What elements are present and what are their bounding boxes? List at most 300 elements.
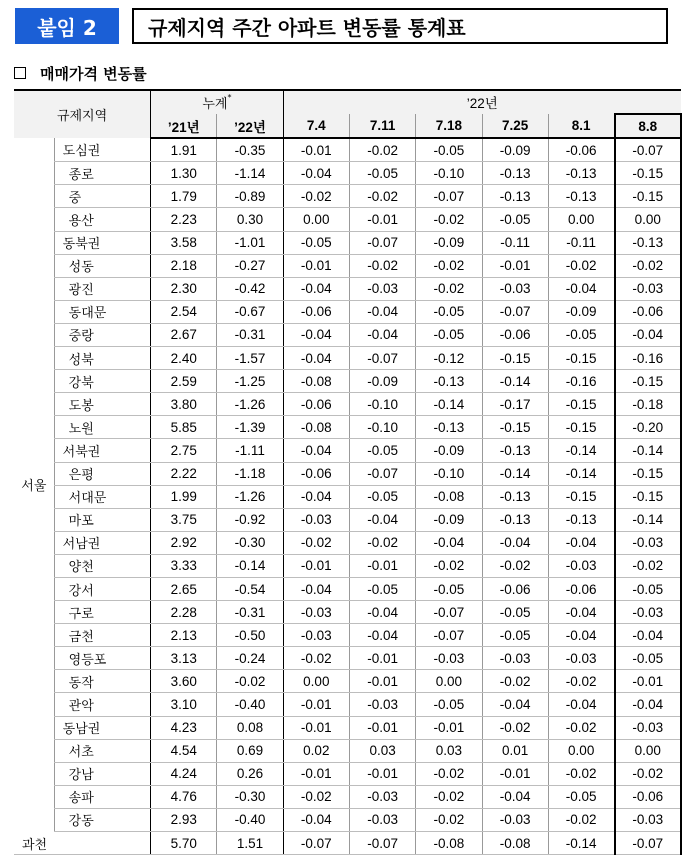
value-cell: -0.07 <box>349 347 415 370</box>
value-cell: -0.03 <box>548 554 614 577</box>
value-cell: -0.05 <box>349 162 415 185</box>
value-cell: -0.04 <box>283 277 349 300</box>
district-group-name: 서북권 <box>54 439 150 462</box>
value-cell: -0.03 <box>349 693 415 716</box>
year-column-header: ’22년 <box>283 90 681 114</box>
value-cell: -0.07 <box>416 185 482 208</box>
value-cell: -0.15 <box>548 393 614 416</box>
value-cell: -0.03 <box>615 601 681 624</box>
value-cell: -0.05 <box>416 693 482 716</box>
value-cell: -0.89 <box>217 185 283 208</box>
value-cell: -1.26 <box>217 485 283 508</box>
district-name: 구로 <box>54 601 150 624</box>
value-cell: -0.03 <box>283 601 349 624</box>
value-cell: -0.14 <box>615 508 681 531</box>
checkbox-icon <box>14 67 26 79</box>
value-cell: -0.06 <box>548 577 614 600</box>
value-cell: 2.30 <box>151 277 217 300</box>
value-cell: -0.02 <box>416 208 482 231</box>
value-cell: -0.01 <box>349 716 415 739</box>
table-row <box>14 554 681 577</box>
value-cell: 0.00 <box>416 670 482 693</box>
table-row <box>14 601 681 624</box>
value-cell: -0.01 <box>482 254 548 277</box>
value-cell: 4.23 <box>151 716 217 739</box>
table-row <box>14 808 681 831</box>
table-body <box>14 138 681 854</box>
value-cell: -0.06 <box>482 577 548 600</box>
value-cell: -0.01 <box>349 554 415 577</box>
value-cell: -0.06 <box>548 138 614 162</box>
value-cell: -0.02 <box>548 808 614 831</box>
value-cell: -0.15 <box>548 347 614 370</box>
value-cell: -0.01 <box>283 716 349 739</box>
district-name: 마포 <box>54 508 150 531</box>
value-cell: -0.05 <box>482 601 548 624</box>
value-cell: 0.02 <box>283 739 349 762</box>
value-cell: -0.40 <box>217 808 283 831</box>
value-cell: -0.14 <box>416 393 482 416</box>
value-cell: -0.04 <box>548 624 614 647</box>
value-cell: 0.00 <box>283 670 349 693</box>
value-cell: 0.30 <box>217 208 283 231</box>
district-name: 은평 <box>54 462 150 485</box>
table-row <box>14 785 681 808</box>
value-cell: 0.00 <box>548 739 614 762</box>
value-cell: -0.16 <box>548 370 614 393</box>
value-cell: -0.02 <box>615 762 681 785</box>
table-row <box>14 624 681 647</box>
value-cell: -1.25 <box>217 370 283 393</box>
value-cell: 3.33 <box>151 554 217 577</box>
value-cell: -1.26 <box>217 393 283 416</box>
value-cell: 3.10 <box>151 693 217 716</box>
value-cell: -0.02 <box>548 762 614 785</box>
value-cell: -0.03 <box>615 808 681 831</box>
value-cell: -0.11 <box>482 231 548 254</box>
value-cell: -0.03 <box>615 531 681 554</box>
table-row <box>14 832 681 855</box>
value-cell: -0.01 <box>283 693 349 716</box>
value-cell: -0.07 <box>349 231 415 254</box>
value-cell: -0.04 <box>349 624 415 647</box>
district-name: 동작 <box>54 670 150 693</box>
value-cell: -0.07 <box>349 462 415 485</box>
value-cell: -0.15 <box>482 347 548 370</box>
value-cell: -0.13 <box>548 162 614 185</box>
value-cell: -1.57 <box>217 347 283 370</box>
value-cell: -0.10 <box>349 416 415 439</box>
value-cell: 2.65 <box>151 577 217 600</box>
value-cell: 0.00 <box>548 208 614 231</box>
value-cell: -0.04 <box>615 323 681 346</box>
value-cell: 3.75 <box>151 508 217 531</box>
district-name: 양천 <box>54 554 150 577</box>
table-row <box>14 439 681 462</box>
page-title-text: 규제지역 주간 아파트 변동률 통계표 <box>148 15 466 40</box>
value-cell: -0.03 <box>548 647 614 670</box>
table-row <box>14 416 681 439</box>
value-cell: -0.04 <box>349 508 415 531</box>
value-cell: -0.04 <box>548 277 614 300</box>
table-row <box>14 670 681 693</box>
district-group-name: 동북권 <box>54 231 150 254</box>
value-cell: -0.09 <box>416 508 482 531</box>
table-row <box>14 277 681 300</box>
value-cell: -0.02 <box>416 277 482 300</box>
district-name: 중랑 <box>54 323 150 346</box>
district-name: 강남 <box>54 762 150 785</box>
value-cell: -0.31 <box>217 601 283 624</box>
value-cell: -0.50 <box>217 624 283 647</box>
value-cell: 2.40 <box>151 347 217 370</box>
value-cell: 5.70 <box>151 832 217 855</box>
value-cell: -0.35 <box>217 138 283 162</box>
value-cell: -0.04 <box>349 601 415 624</box>
value-cell: -0.04 <box>283 323 349 346</box>
value-cell: -0.14 <box>217 554 283 577</box>
value-cell: -0.13 <box>416 416 482 439</box>
value-cell: -0.02 <box>482 554 548 577</box>
column-header-current-week: 8.8 <box>615 114 681 138</box>
value-cell: 2.18 <box>151 254 217 277</box>
value-cell: -0.02 <box>349 531 415 554</box>
value-cell: 2.54 <box>151 300 217 323</box>
value-cell: -0.13 <box>548 185 614 208</box>
value-cell: 4.76 <box>151 785 217 808</box>
value-cell: -0.13 <box>482 162 548 185</box>
value-cell: -0.04 <box>615 624 681 647</box>
value-cell: -0.10 <box>349 393 415 416</box>
table-row <box>14 739 681 762</box>
value-cell: -0.01 <box>283 554 349 577</box>
value-cell: -0.06 <box>283 462 349 485</box>
district-name: 용산 <box>54 208 150 231</box>
value-cell: 2.93 <box>151 808 217 831</box>
district-name: 성북 <box>54 347 150 370</box>
value-cell: -0.02 <box>349 138 415 162</box>
value-cell: -0.15 <box>482 416 548 439</box>
district-name: 금천 <box>54 624 150 647</box>
cumulative-footnote-mark: * <box>227 93 232 103</box>
value-cell: -0.03 <box>349 785 415 808</box>
value-cell: -0.01 <box>349 647 415 670</box>
value-cell: 3.58 <box>151 231 217 254</box>
value-cell: -0.13 <box>615 231 681 254</box>
value-cell: -0.09 <box>416 231 482 254</box>
value-cell: -0.05 <box>349 577 415 600</box>
value-cell: -0.09 <box>482 138 548 162</box>
value-cell: -0.04 <box>283 577 349 600</box>
value-cell: -0.04 <box>482 693 548 716</box>
value-cell: -0.02 <box>349 254 415 277</box>
district-group-name: 과천 <box>14 832 151 855</box>
value-cell: -0.07 <box>416 624 482 647</box>
value-cell: -0.02 <box>615 554 681 577</box>
value-cell: -0.11 <box>548 231 614 254</box>
column-header: 7.4 <box>283 114 349 138</box>
value-cell: -0.05 <box>615 647 681 670</box>
cumulative-column-header <box>151 90 284 114</box>
value-cell: -0.13 <box>416 370 482 393</box>
value-cell: 0.03 <box>349 739 415 762</box>
column-header: ’22년 <box>217 114 283 138</box>
value-cell: -0.02 <box>416 762 482 785</box>
value-cell: -0.14 <box>482 462 548 485</box>
value-cell: -1.01 <box>217 231 283 254</box>
table-row <box>14 762 681 785</box>
value-cell: 2.75 <box>151 439 217 462</box>
value-cell: 1.51 <box>217 832 283 855</box>
value-cell: -0.30 <box>217 531 283 554</box>
value-cell: -0.01 <box>349 670 415 693</box>
value-cell: -0.04 <box>283 347 349 370</box>
table-row <box>14 393 681 416</box>
column-header: 7.11 <box>349 114 415 138</box>
value-cell: -0.17 <box>482 393 548 416</box>
value-cell: -0.02 <box>615 254 681 277</box>
value-cell: -0.13 <box>482 508 548 531</box>
value-cell: -0.15 <box>548 416 614 439</box>
value-cell: -0.08 <box>283 370 349 393</box>
value-cell: -0.04 <box>482 531 548 554</box>
district-name: 관악 <box>54 693 150 716</box>
value-cell: -0.03 <box>615 277 681 300</box>
value-cell: -0.03 <box>482 277 548 300</box>
value-cell: -0.02 <box>217 670 283 693</box>
value-cell: -0.03 <box>349 808 415 831</box>
table-row <box>14 323 681 346</box>
page-title <box>132 8 668 44</box>
stats-table <box>14 89 682 855</box>
table-row <box>14 508 681 531</box>
value-cell: 0.00 <box>615 739 681 762</box>
value-cell: -0.05 <box>349 485 415 508</box>
value-cell: -0.92 <box>217 508 283 531</box>
value-cell: -0.05 <box>482 208 548 231</box>
value-cell: -0.02 <box>283 531 349 554</box>
value-cell: 0.69 <box>217 739 283 762</box>
value-cell: -0.10 <box>416 162 482 185</box>
value-cell: -0.08 <box>416 832 482 855</box>
column-header: 7.18 <box>416 114 482 138</box>
value-cell: 3.60 <box>151 670 217 693</box>
table-row <box>14 693 681 716</box>
value-cell: -0.01 <box>349 762 415 785</box>
value-cell: -0.02 <box>548 716 614 739</box>
value-cell: -0.14 <box>548 462 614 485</box>
value-cell: -0.02 <box>283 785 349 808</box>
value-cell: -0.07 <box>615 832 681 855</box>
value-cell: -0.04 <box>548 601 614 624</box>
table-row <box>14 716 681 739</box>
value-cell: -0.06 <box>283 300 349 323</box>
value-cell: -0.05 <box>482 624 548 647</box>
district-name: 송파 <box>54 785 150 808</box>
value-cell: -0.05 <box>416 138 482 162</box>
value-cell: -0.05 <box>416 577 482 600</box>
district-name: 강북 <box>54 370 150 393</box>
value-cell: -0.08 <box>482 832 548 855</box>
value-cell: 1.79 <box>151 185 217 208</box>
table-row <box>14 577 681 600</box>
value-cell: -0.07 <box>482 300 548 323</box>
table-row <box>14 138 681 162</box>
value-cell: -0.09 <box>416 439 482 462</box>
value-cell: -0.03 <box>283 624 349 647</box>
district-group-name: 서남권 <box>54 531 150 554</box>
table-row <box>14 462 681 485</box>
value-cell: -0.04 <box>349 300 415 323</box>
value-cell: -0.05 <box>615 577 681 600</box>
value-cell: -0.06 <box>283 393 349 416</box>
value-cell: -0.01 <box>482 762 548 785</box>
value-cell: -0.04 <box>416 531 482 554</box>
value-cell: 2.92 <box>151 531 217 554</box>
value-cell: -0.40 <box>217 693 283 716</box>
value-cell: -0.02 <box>349 185 415 208</box>
value-cell: -0.09 <box>548 300 614 323</box>
value-cell: -0.01 <box>349 208 415 231</box>
value-cell: -0.10 <box>416 462 482 485</box>
value-cell: -0.31 <box>217 323 283 346</box>
value-cell: -0.05 <box>416 323 482 346</box>
table-header <box>14 90 681 138</box>
district-group-name: 도심권 <box>54 138 150 162</box>
value-cell: -0.30 <box>217 785 283 808</box>
value-cell: 2.28 <box>151 601 217 624</box>
value-cell: -0.14 <box>548 832 614 855</box>
value-cell: -0.04 <box>283 808 349 831</box>
value-cell: 4.24 <box>151 762 217 785</box>
value-cell: -0.02 <box>548 254 614 277</box>
value-cell: -0.05 <box>349 439 415 462</box>
value-cell: -0.20 <box>615 416 681 439</box>
value-cell: -0.14 <box>482 370 548 393</box>
value-cell: -0.01 <box>416 716 482 739</box>
district-name: 종로 <box>54 162 150 185</box>
value-cell: 2.13 <box>151 624 217 647</box>
district-name: 서대문 <box>54 485 150 508</box>
value-cell: -0.03 <box>482 808 548 831</box>
value-cell: -0.04 <box>283 485 349 508</box>
value-cell: -0.05 <box>283 231 349 254</box>
district-group-name: 동남권 <box>54 716 150 739</box>
region-column-header: 규제지역 <box>14 90 151 138</box>
value-cell: -0.07 <box>416 601 482 624</box>
value-cell: -0.13 <box>482 485 548 508</box>
value-cell: -0.01 <box>283 254 349 277</box>
table-row <box>14 485 681 508</box>
value-cell: -0.08 <box>283 416 349 439</box>
value-cell: -0.02 <box>482 716 548 739</box>
district-name: 광진 <box>54 277 150 300</box>
table-row <box>14 162 681 185</box>
value-cell: -0.03 <box>283 508 349 531</box>
value-cell: -0.06 <box>482 323 548 346</box>
district-name: 중 <box>54 185 150 208</box>
district-name: 강동 <box>54 808 150 831</box>
value-cell: -0.15 <box>548 485 614 508</box>
table-row <box>14 531 681 554</box>
value-cell: -0.01 <box>615 670 681 693</box>
district-name: 서초 <box>54 739 150 762</box>
district-name: 노원 <box>54 416 150 439</box>
value-cell: 3.13 <box>151 647 217 670</box>
value-cell: -0.12 <box>416 347 482 370</box>
section-heading-label: 매매가격 변동률 <box>40 64 147 83</box>
table-row <box>14 370 681 393</box>
column-header: 8.1 <box>548 114 614 138</box>
value-cell: -0.01 <box>283 138 349 162</box>
value-cell: -0.15 <box>615 370 681 393</box>
value-cell: -0.02 <box>416 785 482 808</box>
value-cell: 1.99 <box>151 485 217 508</box>
district-name: 도봉 <box>54 393 150 416</box>
value-cell: -0.16 <box>615 347 681 370</box>
value-cell: -0.07 <box>283 832 349 855</box>
district-name: 성동 <box>54 254 150 277</box>
value-cell: -0.27 <box>217 254 283 277</box>
value-cell: -0.13 <box>548 508 614 531</box>
value-cell: -0.07 <box>615 138 681 162</box>
value-cell: -0.03 <box>615 716 681 739</box>
value-cell: -1.18 <box>217 462 283 485</box>
cumulative-header-text: 누계 <box>202 97 228 113</box>
value-cell: -0.13 <box>482 185 548 208</box>
value-cell: -0.03 <box>416 647 482 670</box>
value-cell: -0.06 <box>615 300 681 323</box>
value-cell: -1.14 <box>217 162 283 185</box>
value-cell: 0.00 <box>283 208 349 231</box>
value-cell: -0.06 <box>615 785 681 808</box>
value-cell: 0.03 <box>416 739 482 762</box>
value-cell: -0.14 <box>548 439 614 462</box>
value-cell: 2.59 <box>151 370 217 393</box>
value-cell: -0.04 <box>548 693 614 716</box>
section-badge: 붙임 2 <box>15 8 119 44</box>
value-cell: -0.04 <box>283 439 349 462</box>
table-row <box>14 185 681 208</box>
section-heading <box>14 62 147 84</box>
value-cell: -0.02 <box>548 670 614 693</box>
value-cell: -0.04 <box>349 323 415 346</box>
value-cell: -0.14 <box>615 439 681 462</box>
value-cell: -0.03 <box>349 277 415 300</box>
district-name: 영등포 <box>54 647 150 670</box>
value-cell: -0.54 <box>217 577 283 600</box>
value-cell: -0.08 <box>416 485 482 508</box>
value-cell: -0.02 <box>482 670 548 693</box>
value-cell: -0.04 <box>615 693 681 716</box>
stats-table-container <box>14 89 682 853</box>
value-cell: 2.22 <box>151 462 217 485</box>
value-cell: -0.15 <box>615 485 681 508</box>
value-cell: -0.05 <box>548 323 614 346</box>
value-cell: -0.03 <box>482 647 548 670</box>
value-cell: -0.05 <box>416 300 482 323</box>
column-header: 7.25 <box>482 114 548 138</box>
column-header: ’21년 <box>151 114 217 138</box>
value-cell: 0.26 <box>217 762 283 785</box>
value-cell: -0.42 <box>217 277 283 300</box>
value-cell: -0.15 <box>615 185 681 208</box>
table-row <box>14 208 681 231</box>
value-cell: -0.04 <box>482 785 548 808</box>
value-cell: -0.18 <box>615 393 681 416</box>
value-cell: -0.04 <box>548 531 614 554</box>
value-cell: -0.07 <box>349 832 415 855</box>
